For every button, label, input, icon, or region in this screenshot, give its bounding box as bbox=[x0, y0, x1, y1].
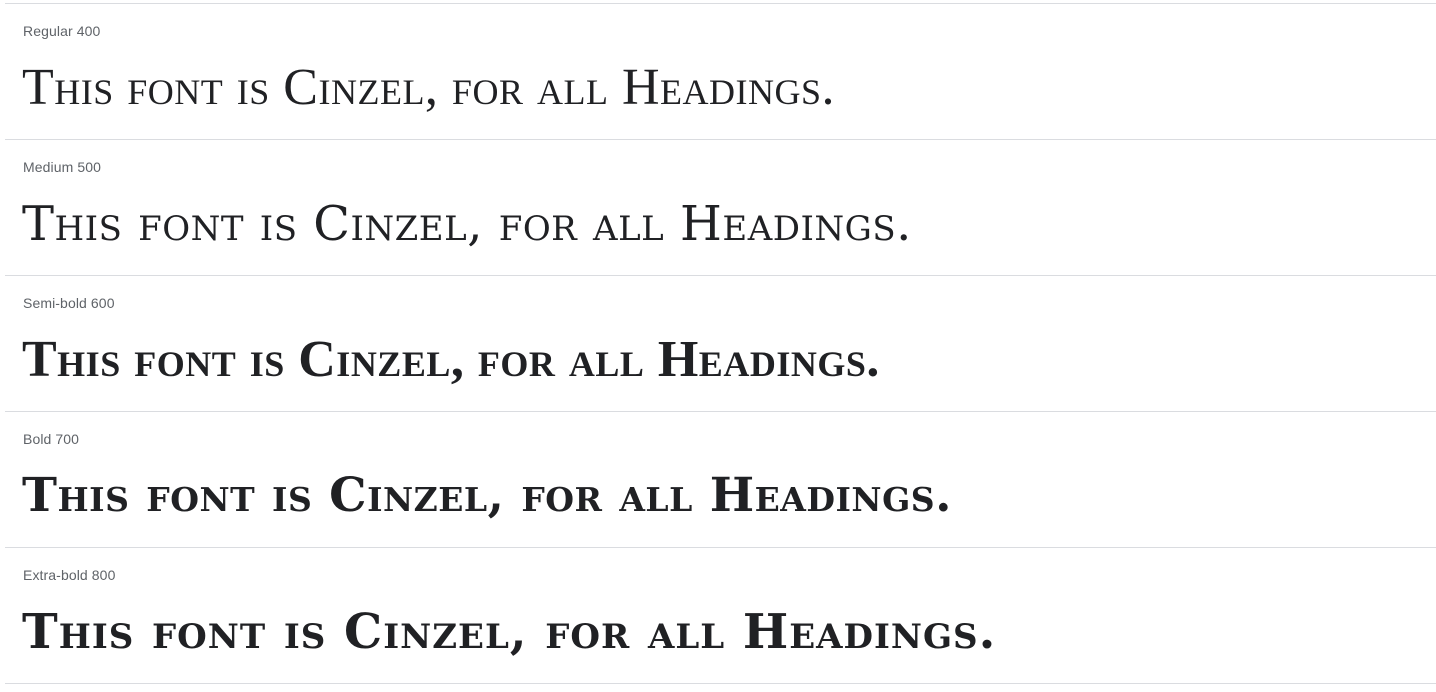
sample-text[interactable]: This font is Cinzel, for all Headings. bbox=[22, 604, 997, 660]
specimen-row-extra-bold-800 bbox=[5, 548, 1436, 684]
weight-label: Semi-bold 600 bbox=[23, 295, 115, 311]
weight-label: Regular 400 bbox=[23, 23, 101, 39]
sample-text[interactable]: This font is Cinzel, for all Headings. bbox=[22, 468, 952, 523]
weight-label: Bold 700 bbox=[23, 431, 80, 447]
specimen-row-semi-bold-600 bbox=[5, 276, 1436, 412]
specimen-row-regular-400 bbox=[5, 4, 1436, 140]
sample-text[interactable]: This font is Cinzel, for all Headings. bbox=[22, 196, 912, 252]
specimen-row-medium-500 bbox=[5, 140, 1436, 276]
specimen-row-bold-700 bbox=[5, 412, 1436, 548]
font-weight-specimen-list bbox=[5, 3, 1436, 684]
sample-text[interactable]: This font is Cinzel, for all Headings. bbox=[22, 331, 880, 388]
weight-label: Extra-bold 800 bbox=[23, 567, 116, 583]
weight-label: Medium 500 bbox=[23, 159, 102, 175]
sample-text[interactable]: This font is Cinzel, for all Headings. bbox=[22, 59, 835, 116]
